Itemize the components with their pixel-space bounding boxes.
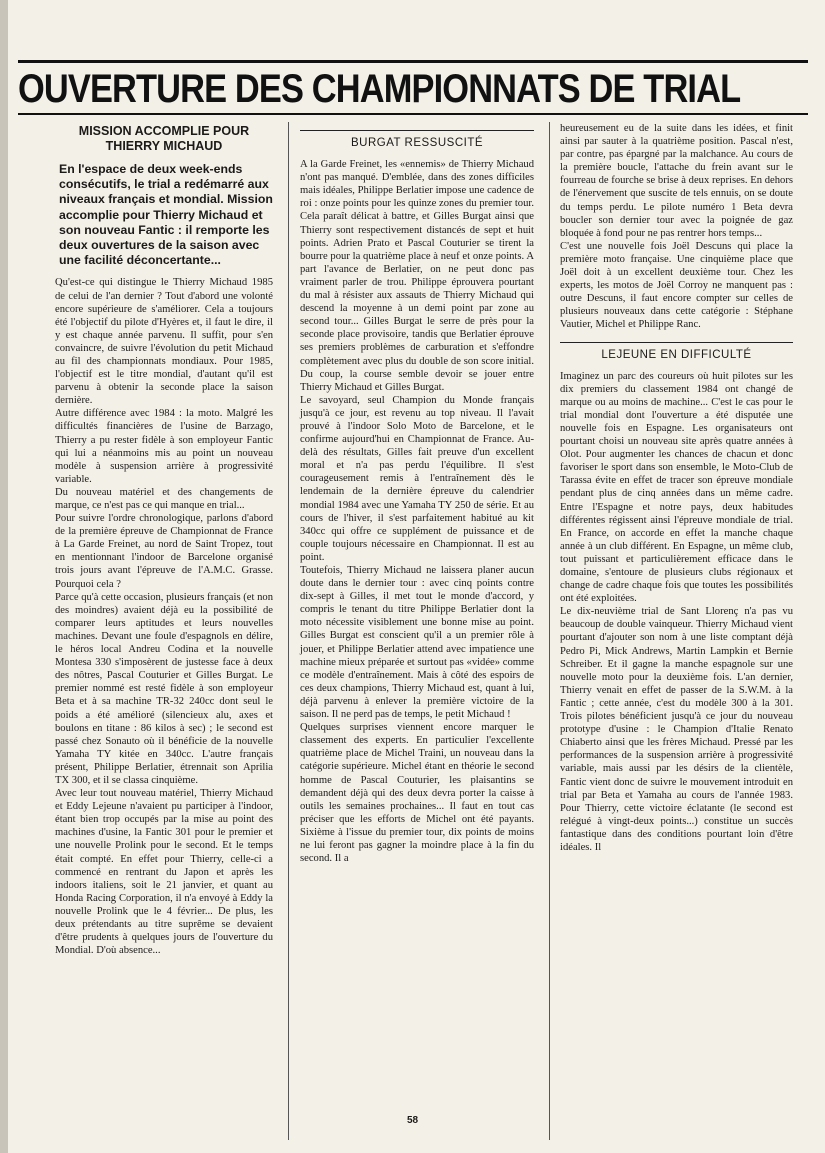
- headline-banner: [18, 60, 808, 115]
- article-title: MISSION ACCOMPLIE POUR THIERRY MICHAUD: [78, 124, 250, 153]
- column-3: [560, 122, 793, 854]
- body-paragraph: Parce qu'à cette occasion, plusieurs français (et non des moindres) avaient déjà eu la possibilité de comparer leurs aptitudes et leurs nouvelles machines. Devant une foule d'espagnols en délire, le héros local Andreu Codina et la nouvelle Montesa 330 s'imposèrent de justesse face à deux des nôtres, Pascal Couturier et Gilles Burgat. Le premier nommé est resté fidèle à son employeur Beta et à sa machine TR-32 240cc dont seul le poids a été amélioré (silencieux alu, axes et boulons en titane : 86 kilos à sec) ; le second est passé chez Sonauto où il bénéficie de la nouvelle Yamaha TY kitée en 340cc. L'autre français présent, Philippe Berlatier, étrennait son Aprilia TX 300, et il se classa cinquième.: [55, 591, 273, 786]
- column-divider: [288, 122, 289, 1140]
- body-paragraph: heureusement eu de la suite dans les idées, et finit ainsi par sauter à la quatrième position. Pascal n'est, par contre, pas épargné par la malchance. Au cours de la première boucle, l'attache du frein avant sur le fourreau de fourche se brise à deux reprises. En dehors de l'énervement que suscite de tels ennuis, on se doute du temps perdu. Le pilote numéro 1 Beta devra boucler son dernier tour avec la poignée de gaz bloquée à fond pour ne pas rentrer hors temps...: [560, 123, 793, 239]
- body-paragraph: Pour suivre l'ordre chronologique, parlons d'abord de la première épreuve de Championnat de France à La Garde Freinet, au nord de Saint Tropez, tout en mentionnant l'indoor de Barcelone organisé trois jours avant l'épreuve de l'A.M.C. Grasse. Pourquoi cela ?: [55, 513, 273, 590]
- body-paragraph: C'est une nouvelle fois Joël Descuns qui place la première moto française. Une cinquième place que Joël doit à un excellent deuxième tour. Chez les experts, les motos de Joël Corroy ne manquent pas : outre Descuns, il faut encore compter sur celles de plusieurs nouveaux dans cette catégorie : Stéphane Vautier, Michel et Philippe Ranc.: [560, 240, 793, 331]
- column-1: [55, 122, 273, 957]
- column-divider: [549, 122, 550, 1140]
- section-heading-lejeune: LEJEUNE EN DIFFICULTÉ: [560, 342, 793, 362]
- body-paragraph: Imaginez un parc des coureurs où huit pilotes sur les dix premiers du classement 1984 ont changé de marque ou au moins de machine... C'est le cas pour le trial mondial dont l'ouverture a été disputée une nouvelle fois en Espagne. Les organisateurs ont pourtant choisi un nouveau site après quatre années à Olot. Pour augmenter les chances de chacun et donc favoriser le sport dans son ensemble, le Moto-Club de Tarassa évite en effet de tracer son épreuve mondiale pendant plus de cinq années dans un même cadre. Entre l'Espagne et notre pays, deux habitudes différentes régissent ainsi l'épreuve mondiale de trial. En France, on accorde en effet la manche chaque année à un club différent. En Espagne, un même club, tout puissant et particulièrement efficace dans le domaine, s'entoure de plusieurs clubs régionaux et change de cadre chaque fois que toutes les possibilités ont été exploitées.: [560, 370, 793, 605]
- body-paragraph: Du nouveau matériel et des changements de marque, ce n'est pas ce qui manque en trial...: [55, 486, 273, 512]
- article-lead: En l'espace de deux week-ends consécutifs, le trial a redémarré aux niveaux français et mondial. Mission accomplie pour Thierry Michaud et son nouveau Fantic : il remporte les deux ouvertures de la saison avec une facilité déconcertante...: [59, 162, 273, 268]
- page-binding-edge: [0, 0, 8, 1153]
- body-paragraph: Le savoyard, seul Champion du Monde français jusqu'à ce jour, est revenu au top niveau. Il l'avait prouvé à l'indoor Solo Moto de Barcelone, et le confirme aujourd'hui en Championnat de France. Au-delà des résultats, Gilles fait preuve d'un excellent moral et n'a pas perdu l'équilibre. Il s'est courageusement remis à l'entraînement dès le lendemain de la dernière épreuve du calendrier mondial 1984 avec une Yamaha TY 250 de série. Et au cours de l'hiver, il s'est parfaitement habitué au kit 340cc qui offre ce supplément de puissance et de couple toujours nécessaire en Championnat. Il est au point.: [300, 394, 534, 563]
- page-number: 58: [406, 1115, 419, 1126]
- body-paragraph: Qu'est-ce qui distingue le Thierry Michaud 1985 de celui de l'an dernier ? Tout d'abord une volonté encore supérieure de s'améliorer. Cela a toujours été l'objectif du pilote d'Hyères et, il faut le dire, il y est chaque année parvenu. Il suffit, pour s'en convaincre, de suivre l'évolution du petit Michaud au fil des championnats mondiaux. Pour 1985, l'objectif est le titre mondial, d'autant qu'il est parvenu à obtenir la seconde place la saison dernière.: [55, 277, 273, 407]
- body-paragraph: Le dix-neuvième trial de Sant Llorenç n'a pas vu beaucoup de double vainqueur. Thierry Michaud vient pourtant d'ajouter son nom à une liste comptant déjà Pedro Pi, Mick Andrews, Martin Lampkin et Bernie Schreiber. Et il gagne la manche espagnole sur une nouvelle moto pour la deuxième fois. L'an dernier, Thierry venait en effet de passer de la S.W.M. à la Fantic ; cette année, c'est du modèle 300 à la 301. Trois pilotes bénéficient jusqu'à ce jour du nouveau prototype d'usine : le Champion d'Italie Renato Chiaberto ainsi que les frères Michaud. Pressé par les performances de la suspension arrière à progressivité variable, mais aussi par les désirs de la clientèle, Fantic vient donc de suivre le mouvement introduit en trial par Beta et Yamaha au cours de l'année 1983. Pour Thierry, cette victoire éclatante (le second est relégué à vingt-deux points...) constitue un succès fantastique dans des conditions pourtant loin d'être idéales. Il: [560, 606, 793, 853]
- column-2: [300, 122, 534, 865]
- section-heading-burgat: BURGAT RESSUSCITÉ: [300, 130, 534, 150]
- body-paragraph: Quelques surprises viennent encore marquer le classement des experts. En particulier l'excellente quatrième place de Michel Traini, un nouveau dans la catégorie supérieure. Michel étant en théorie le second homme de Pascal Couturier, les plaisantins se demandent déjà qui des deux devra porter la caisse à outils les semaines prochaines... Il faut en tout cas préciser que les efforts de Michel ont été payants. Sixième à l'issue du premier tour, dix points de moins ne lui feront pas gagner la moindre place à la fin du second. Il a: [300, 722, 534, 865]
- body-paragraph: A la Garde Freinet, les «ennemis» de Thierry Michaud n'ont pas manqué. D'emblée, dans des zones difficiles mais idéales, Philippe Berlatier impose une cadence de roi : onze points pour les quinze zones du premier tour. Cela paraît délicat à battre, et Gilles Burgat ainsi que Thierry sont respectivement distancés de sept et huit points. Adrien Prato et Pascal Couturier se tirent la bourre pour la quatrième place à neuf et onze points. A part l'avance de Berlatier, on ne peut donc pas vraiment parler de trou. Philippe éprouvera pourtant du mal à résister aux assauts de Thierry Michaud qui descend la moyenne à un demi point par zone au second tour... Gilles Burgat le serre de près pour la seconde place provisoire, tandis que Berlatier éprouve ses premiers problèmes de carburation et s'effondre complètement avec plus du double de son score initial. Du coup, la course semble devoir se jouer entre Thierry Michaud et Gilles Burgat.: [300, 159, 534, 393]
- body-paragraph: Toutefois, Thierry Michaud ne laissera planer aucun doute dans le dernier tour : avec cinq points contre dix-sept à Gilles, il met tout le monde d'accord, y compris le tenant du titre Philippe Berlatier dont la moto nécessite visiblement une bonne mise au point. Gilles Burgat est conscient qu'il a un premier rôle à jouer, et Philippe Berlatier attend avec impatience une machine mieux préparée et surtout pas «vidée» comme ce modèle d'entraînement. Mais à côté des espoirs de ces deux champions, Thierry Michaud est, quant à lui, déjà parvenu à enlever la première victoire de la saison. Il ne perd pas de temps, le petit Michaud !: [300, 565, 534, 721]
- body-paragraph: Avec leur tout nouveau matériel, Thierry Michaud et Eddy Lejeune n'avaient pu participer à l'indoor, étant bien trop occupés par la mise au point des machines d'usine, la Fantic 301 pour le premier et une nouvelle Prolink pour le second. Et le temps était compté. En effet pour Thierry, celle-ci a commencé en rentrant du Japon et après les indoors italiens, soit le 21 janvier, et quant au Honda Racing Corporation, il n'a envoyé à Eddy la nouvelle Prolink que le 4 février... De plus, les deux prétendants au titre suprême se devaient d'être prudents à quelques jours de l'ouverture du Mondial. D'où absence...: [55, 788, 273, 957]
- page-headline: OUVERTURE DES CHAMPIONNATS DE TRIAL: [18, 67, 741, 111]
- body-paragraph: Autre différence avec 1984 : la moto. Malgré les difficultés financières de l'usine de Barzago, Thierry a pu rester fidèle à son employeur Fantic qui lui a néanmoins mis au point un nouveau modèle à suspension arrière à progressivité variable.: [55, 408, 273, 485]
